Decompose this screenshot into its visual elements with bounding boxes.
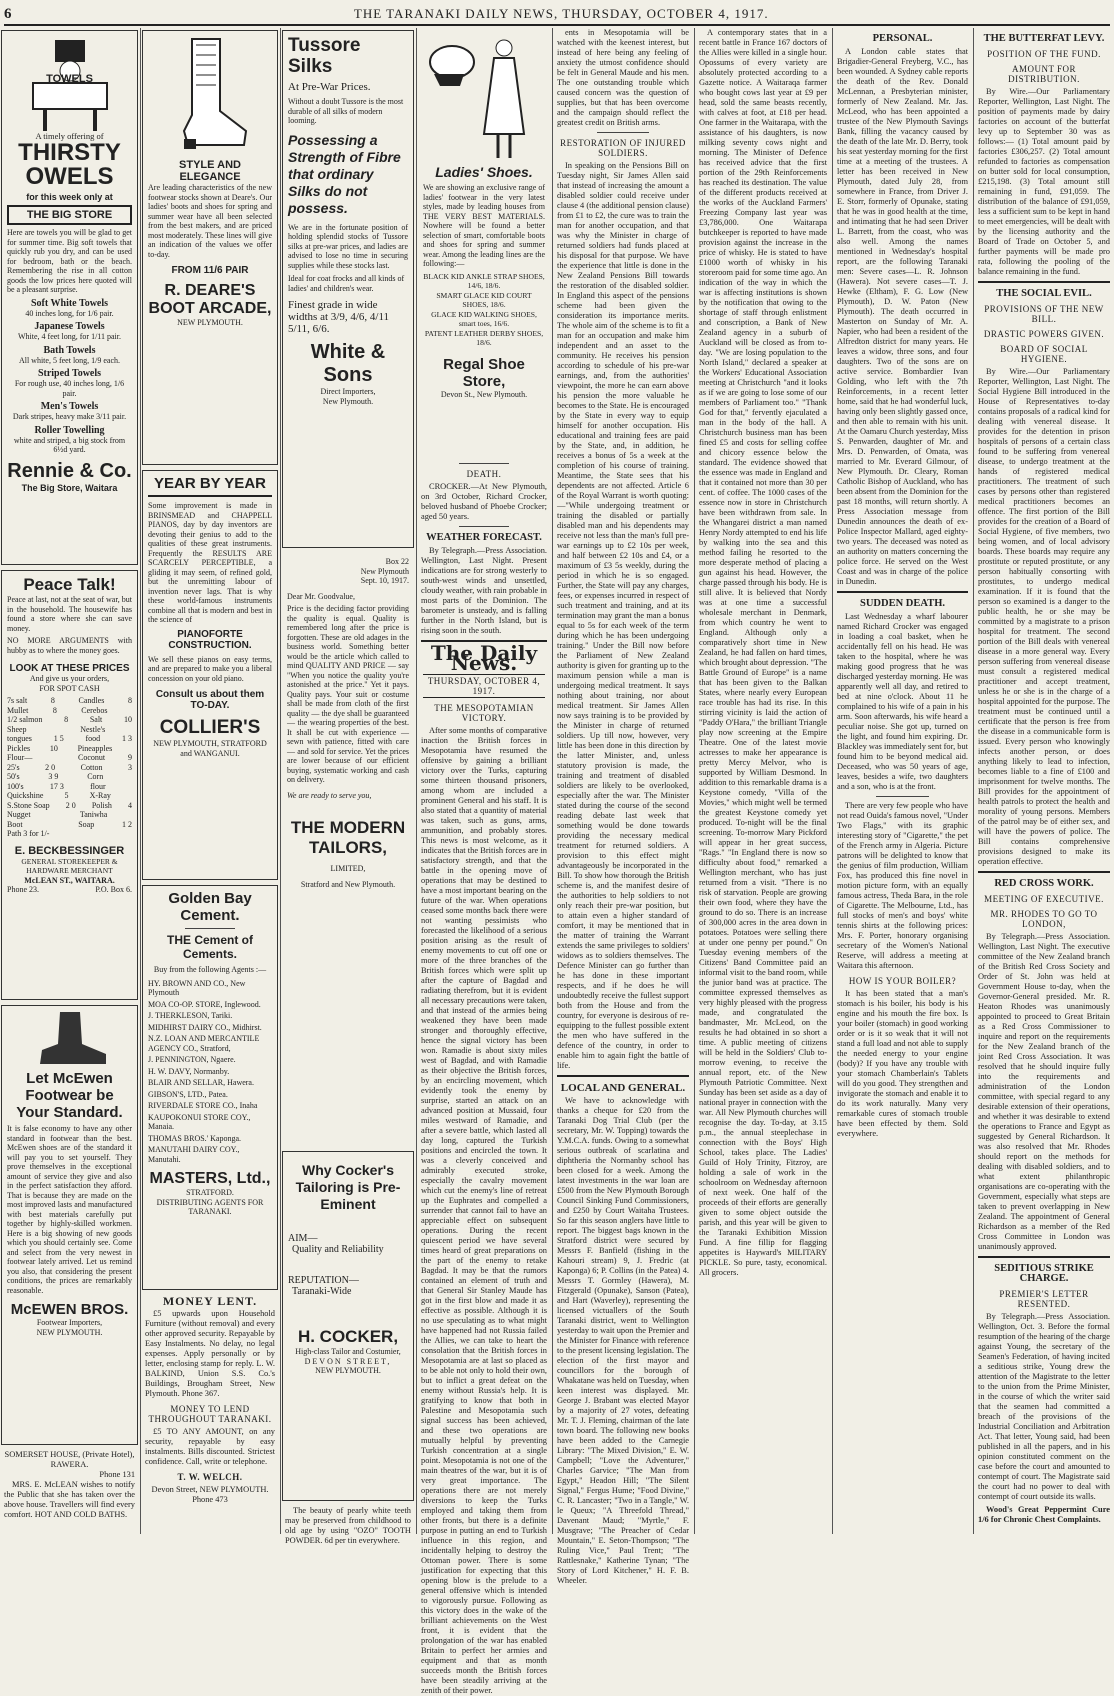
year-science: PIANOFORTE CONSTRUCTION.: [168, 628, 252, 651]
sudden-head: SUDDEN DEATH.: [860, 598, 945, 609]
ladies-boot-illustration: [170, 35, 250, 155]
towels-ad: [1, 30, 138, 565]
column-6: [695, 28, 831, 1534]
deare-town: NEW PLYMOUTH.: [177, 318, 243, 327]
masthead-title: THE TARANAKI DAILY NEWS, THURSDAY, OCTOBER 4, 1917.: [353, 6, 769, 21]
towels-title-2: OWELS: [25, 163, 114, 190]
death-head: DEATH.: [466, 469, 502, 479]
price-cell: Cotton: [80, 762, 103, 772]
somerset-phone: Phone 131: [99, 1470, 135, 1479]
letter-body: Price is the deciding factor providing the quality is equal. Quality is remembered long after the price is forgotten. These are old adages in the business world. Something better would be the article which called to mind QUALITY AND PRICE — say "When you notice the quality you're astonished at the price." Yet it pays. Quality pays. Your suit or costume shall be made from cloth of the first quality — the dye shall be guaranteed — the wearing properties of the best. It shall be cut with experience — sewn with patience, fitted with care — and sold for service. Yet the prices are lower because of our efficient buying, systematic working and cash on delivery.: [287, 604, 409, 784]
year-title: YEAR BY YEAR: [148, 475, 272, 497]
price-cell: 100's: [7, 781, 24, 791]
tussore-title: Tussore Silks: [288, 35, 361, 77]
masters-name: MASTERS, Ltd.,: [149, 1170, 271, 1187]
tussore-sub: At Pre-War Prices.: [288, 81, 371, 93]
modern-ltd: LIMITED,: [330, 864, 366, 873]
money2-body: £5 TO ANY AMOUNT, on any security, repayable by easy instalments. Bills discounted. Strictest confidence. Call, write or telephone.: [145, 1427, 275, 1466]
towel-item-head: Striped Towels: [37, 368, 102, 379]
price-cell: S.Stone Soap: [7, 800, 50, 810]
redcross-head: RED CROSS WORK.: [994, 878, 1094, 889]
price-row: [7, 772, 132, 782]
towel-item-head: Roller Towelling: [34, 424, 105, 436]
price-cell: Quickshine: [7, 791, 44, 800]
sudden-body: Last Wednesday a wharf labourer named Richard Crocker was engaged in loading a coal basket, when he accidentally fell on his head. He was taken to the hospital, where he was making good progress that he was discharged yesterday morning. He was apparently well all day, and retired to bed at nine o'clock. About 11 he complained to his wife of a pain in his arm. Soon afterwards, his wife heard a peculiar noise. She got up, turned on the light, and found him expiring. Dr. Blackley was immediately sent for, but found him to be beyond medical aid. Deceased, who was 50 years of age, leaves, besides a wife, two daughters and a son, who is at the front.: [837, 612, 968, 791]
cocker-town: NEW PLYMOUTH.: [315, 1366, 381, 1375]
paper-name: The Daily News.: [430, 641, 538, 675]
peace-talk-ad: [1, 570, 138, 1000]
weather-body: By Telegraph.—Press Association. Wellington, Last Night. Present indications are for strong westerly to south-west winds and unsettled, cloudy weather, with rain probable in most parts of the Dominion. The barometer is unsteady, and is falling further in the North Island, but is rising soon in the south.: [421, 546, 547, 635]
mcewen-ad: [1, 1005, 138, 1445]
column-4: [417, 28, 551, 1695]
white-sons-town: New Plymouth.: [322, 396, 374, 406]
beck-po: P.O. Box 6.: [95, 885, 132, 894]
white-sons-name: White & Sons: [310, 341, 386, 386]
price-cell: Polish: [91, 800, 112, 810]
price-cell: 50's: [7, 772, 20, 781]
peace-body: Peace at last, not at the seat of war, but in the household. The housewife has found a store where she can save money.: [7, 595, 132, 633]
price-cell: 8: [52, 705, 57, 715]
reputation-text: Taranaki-Wide: [292, 1286, 352, 1297]
agent-item: THOMAS BROS.' Kaponga.: [148, 1133, 241, 1143]
price-cell: 8: [64, 715, 69, 724]
towel-item-body: All white, 5 feet long, 1/9 each.: [18, 355, 121, 365]
towel-item-body: 40 inches long, for 1/6 pair.: [25, 308, 114, 318]
cocker-sub: High-class Tailor and Costumier,: [295, 1347, 401, 1356]
price-cell: Corn: [87, 772, 104, 781]
page-number: 6: [4, 5, 13, 22]
towel-items: [7, 298, 132, 455]
social-sub: PROVISIONS OF THE NEW BILL.: [984, 304, 1104, 324]
towel-item-head: Soft White Towels: [30, 297, 109, 309]
tussore-body: Without a doubt Tussore is the most durable of all silks of modern looming.: [288, 97, 404, 125]
price-row: [7, 706, 132, 716]
year-consult: Consult us about them TO-DAY.: [155, 689, 265, 711]
price-cell: Path 3 for 1/-: [7, 829, 50, 838]
price-cell: 1 3: [122, 734, 132, 743]
mcewen-sub: Footwear Importers,: [36, 1318, 103, 1327]
towels-sign: TOWELS: [46, 73, 93, 85]
agent-item: MANUTAHI DAIRY COY., Manutahi.: [148, 1145, 240, 1164]
personal-head: PERSONAL.: [872, 33, 933, 44]
look-title: LOOK AT THESE PRICES: [9, 663, 130, 674]
cocker-title: Why Cocker's Tailoring is Pre-Eminent: [295, 1162, 401, 1212]
towel-item-body: Dark stripes, heavy make 3/11 pair.: [12, 412, 127, 421]
price-cell: Salt: [89, 715, 103, 724]
agent-item: MIDHIRST DAIRY CO., Midhirst.: [148, 1022, 262, 1032]
colliers-name: COLLIER'S: [159, 717, 261, 738]
price-cell: Nugget: [7, 810, 31, 819]
ladies-body: We are showing an exclusive range of ladies' footwear in the very latest styles, made by leading houses from THE VERY BEST MATERIALS. Nowhere will be found a better selection of smart, comfortable boots and shoes for spring and summer wear. Among the leading lines are the following:—: [423, 183, 545, 268]
lead-body: After some months of comparative inaction the British forces in Mesopotamia have resumed the offensive by gaining a brilliant victory over the Turks, capturing some thirteen thousand prisoners, among whom are included a prominent General and his staff. It is also stated that a quantity of material was taken, such as guns, arms, ammunition, and probably stores. This news is most welcome, as it indicates that the British forces are in satisfactory strength, and that the battle in the opening move of operations that may be destined to have a most important bearing on the future of the war. When operations ceased some months back there were not wanting pessimists who forecasted the likelihood of a serious position arising as the result of enemy movements to cut off one or more of the three branches of the British forces which were split up after the capture of Bagdad and radiating therefrom, but it is evident all necessary precautions were taken, and that instead of the armies being weakened they have been made stronger and thoroughly effective, hence the signal victory has been won. Ramadie is about sixty miles west of Bagdad, and with Ramadie as their objective the British forces, by an encircling movement, which evidently took the enemy by surprise, started an attack on an advanced position at Mussaid, four miles westward of Ramadie, and after a severe battle, which lasted all day long, captured the Turkish positions and encircled the town. It was a cleverly conceived and admirably executed stroke, especially the cavalry movement which cut the enemy's line of retreat up the Euphrates and compelled a surrender that cannot fail to have an appreciable effect on subsequent operations. During the recent quiescent period we have several times heard of great preparations on the part of the enemy to retake Bagdad. It may be that the rumors contained an element of truth and that General Sir Stanley Maude has got in the first blow and made it as effective as possible. Although it is no use speculating as to what might have happened had not Russia failed the Allies, we can take to heart the consolation that the British forces in Mesopotamia are at last so placed as to be able not only to hold their own, but to inflict a great defeat on the enemy without Russia's help. It is gratifying to know that both in Palestine and Mesopotamia such signal success has been achieved, and these two operations are mutually helpful by preventing Turkish concentration at a single point. Mesopotamia is not one of the main theatres of the war, but it is of very great importance. The operations there are not merely diversions to keep the Turks employed and taking them from other fronts, but there is a definite purpose in putting an end to Turkish influence in this region, and incidentally helping to destroy the Ottoman power. There is some justification for expecting that this opening blow is the prelude to a general offensive which is intended to vigorously pursue. Following as this victory does in the wake of the brilliant achievements on the West front, it is evident that the prolongation of the war has enabled Britain to perfect her armies and equipment and that as month succeeds month the British forces have been steadily arriving at the zenith of their power.: [421, 726, 547, 1695]
white-sons-ad: [282, 30, 414, 548]
mcewen-town: NEW PLYMOUTH.: [36, 1327, 103, 1337]
price-cell: 9: [127, 753, 132, 762]
price-cell: Nestle's: [80, 724, 106, 734]
fortunate-text: We are in the fortunate position of holding splendid stocks of Tussore silks at pre-war prices, and ladies are advised to lose no time in securing supplies while these stocks last.: [288, 222, 408, 270]
towel-man-illustration: [25, 35, 115, 135]
col6-body: A contemporary states that in a recent battle in France 167 doctors of the Allies were killed in a single hour. Opossums of every variety are absolutely protected according to a Gazette notice. A Waitaraqa farmer who bought cows last year at £9 per head, sold the same beasts recently, with calves at foot, at £18 per head. One farmer in the Waitarapa, with the assistance of his daughters, is now milking seventy cows night and morning. The Minister of Defence has received advice that the first portion of the 29th Reinforcements has reached its destination. The value of the different products received at the works of the Auckland Farmers' Freezing Company last year was £3,786,000. One Waitarapa butchkeeper is reported to have made provision against the increase in the price of whisky. He is stated to have £1000 worth of whisky in his storeroom paid for some time ago. An indication of the way in which the war is affecting institutions is shown by the notification that owing to the shortage of staff through enlistment and conscription, a Bank of New Zealand agency in a suburb of Auckland will be closed as from to-day. "We are losing population to the North Island," declared a speaker at the Workers' Educational Association meeting at Christchurch "and it looks as if we are going to lose some of our members of Parliament too." "Thank God for that," fervently ejaculated a man in the body of the hall. A Christchurch business man has been fined £5 and costs for selling coffee and chicory essence below the standard. The evidence showed that the essence was made in England and that it contained not more than 30 per cent. of coffee. The 1000 cases of the essence now in store in Christchurch have been withdrawn from sale. In the Whangarei district a man named Henry Nordy attempted to end his life by walking into the sea and this method failing he resorted to the more desperate method of placing a gun against his head. However, the charge passed through his body. He is still alive. It is believed that Nordy was at one time a successful wholesale merchant in Denmark, from which country he went to England. Although only a comparatively short time in New Zealand, he had fallen on hard times, which brought about depression. "The Battle Ground of Europe" is a name that has been given to the Balkan States, where nearly every European race trouble has had its rise. In this stirring vicinity is laid the action of "Paddy O'Hara," the brilliant Triangle play now screening at the Empire Theatre. One of the latest movie actresses to make her appearance is pretty Mercy Melvor, who is supported by William Desmond. In addition to this remarkable drama is a Keystone comedy, "Villa of the Movies," which might well be termed the greatest Keystone comedy yet produced. To-night will be the final screening. To-morrow Mary Pickford will appear in her great success, "Rags." "In England there is now so difficulty about food," remarked a Wellington merchant, who has just returned from a visit. "There is no risk of starvation. People are growing their own food, where they have the ground to do so. There is an increase of 300,000 acres in the area down in potatoes. Potatoes were selling there at under one penny per pound." On Tuesday evening members of the Citizens' Band Committee paid an informal visit to the band room, while the junior band was at practice. The committee expressed themselves as very highly pleased with the progress made, and congratulated the bandmaster, Mr. McLeod, on the results he had obtained in so short a time. A public meeting of citizens will be held in the Soldiers' Club to-morrow evening, to receive the annual report, etc. of the New Plymouth Patriotic Committee. Next Sunday has been set aside as a day of national prayer in connection with the war. All New Plymouth churches will recognise the day. To-day, at 3.15 p.m., the annual steeplechase in connection with the Boys' High School, takes place. The Ladies' Guild of Holy Trinity, Fitzroy, are holding a sale of work in the schoolroom on Wednesday afternoon of next week. One half of the proceeds of their efforts are generally given to some object outside the parish, and this year will be given to the Taranaki Exhibition Mission Fund. A fine fillip for flagging appetites is Hayward's MILITARY PICKLE. So pure, tasty, economical. All grocers.: [699, 28, 827, 1277]
shoe-line: PATENT LEATHER DERBY SHOES, 18/6.: [424, 328, 544, 347]
col7-text: [837, 34, 968, 1139]
letter-box: Box 22: [385, 557, 409, 566]
towel-item-head: Men's Towels: [40, 401, 99, 412]
agent-item: N.Z. LOAN AND MERCANTILE AGENCY CO., Stratford,: [148, 1034, 260, 1053]
towel-item-body: white and striped, a big stock from 6½d yard.: [13, 435, 126, 454]
redcross-sub2: MR. RHODES TO GO TO LONDON,: [990, 909, 1098, 929]
style-price: FROM 11/6 PAIR: [171, 265, 249, 276]
modern-name: THE MODERN TAILORS,: [290, 818, 406, 857]
aim-label: AIM—: [288, 1233, 318, 1244]
towels-title-1: THIRSTY: [18, 139, 121, 166]
column-3: [281, 28, 415, 1545]
modern-town: Stratford and New Plymouth.: [300, 879, 396, 889]
somerset-notice: [4, 1450, 135, 1520]
col6-text: [699, 28, 827, 1278]
levy-body: By Wire.—Our Parliamentary Reporter, Wellington, Last Night. The position of payments made by dairy factories on account of the butterfat levy up to September 30 was as follows:— (1) Total amount paid by factories £306,257. (2) Total amount refunded to factories as compensation on butter sold for local consumption, £215,198. (3) Total amount still remaining in fund, £91,059. The distribution of the balance of £91,059, less a sufficient sum to be kept in hand to meet emergencies, will be dealt with by the licensing authority and the Board of Trade on October 5, and further payments will be made pro rata, following the pooling of the balance remaining in the fund.: [978, 87, 1110, 276]
white-sons-sub: Direct Importers,: [320, 387, 376, 396]
levy-head: THE BUTTERFAT LEVY.: [983, 33, 1105, 44]
social-body: By Wire.—Our Parliamentary Reporter, Wellington, Last Night. The Social Hygiene Bill introduced in the House of Representatives to-day contains proposals of a radical kind for dealing with venereal disease. It provides for the detention in prison hospitals of persons of a certain class found to be suffering from venereal disease, to undergo treatment at the hands of registered medical practitioners. The treatment of such cases by persons other than registered medical practitioners becomes an offence. The first portion of the Bill provides for the creation of a Board of Social Hygiene, of five members, two being women, and of local advisory boards. These boards may require any prostitute or reputed prostitute, or any person habitually consorting with prostitutes, to undergo medical examination. If it is found that the person so examined is a danger to the public health, he or she may be committed by a magistrate to a prison hospital for treatment. The second portion of the Bill deals with venereal disease in a more general way. Every person suffering from venereal disease must consult a registered medical practitioner and accept treatment, unless he or she is in the charge of a hospital appointed for the purpose. The treatment must be continued until a certificate that the person is free from the disease in a communicable form is issued. Every person who knowingly infects another person, or does anything likely to lead to infection, becomes liable to a fine of £100 and imprisonment for twelve months. The Bill provides for the appointment of health patrols to protect the health and morality of young persons. Members of the patrol may be of either sex, and will have the powers of police. The Bill contains comprehensive provisions designed to make its operation effective.: [978, 367, 1110, 866]
column-5: [553, 28, 693, 1585]
price-cell: 1/2 salmon: [7, 715, 43, 724]
price-row: [7, 744, 132, 754]
price-cell: 8: [127, 696, 132, 705]
agent-item: KAUPOKONUI STORE COY., Manaia.: [148, 1112, 251, 1131]
price-cell: 8: [50, 696, 55, 705]
towel-item-body: White, 4 feet long, for 1/11 pair.: [17, 332, 121, 341]
weather-head: WEATHER FORECAST.: [426, 532, 542, 543]
ladies-title: Ladies' Shoes.: [435, 164, 533, 180]
style-body: Are leading characteristics of the new footwear stocks shown at Deare's. Our ladies' boots and shoes for spring and summer wear have all been selected from the best makers, and are priced most moderately. These lines will give an indication of the values we offer to-day.: [148, 183, 272, 259]
price-row: [7, 810, 132, 820]
somerset-title: SOMERSET HOUSE, (Private Hotel), RAWERA.: [4, 1450, 135, 1469]
local-head: LOCAL AND GENERAL.: [560, 1082, 686, 1094]
price-cell: Candles: [78, 696, 105, 705]
shoe-lines: [423, 272, 545, 348]
social-head: THE SOCIAL EVIL.: [996, 288, 1092, 299]
rennie-logo: Rennie & Co.: [7, 459, 132, 482]
towel-item-head: Bath Towels: [43, 344, 96, 356]
colliers-ad: [142, 470, 278, 880]
shoe-line: SMART GLACE KID COURT SHOES, 18/6.: [436, 290, 532, 309]
local-body: We have to acknowledge with thanks a cheque for £20 from the Taranaki Dog Trial Club (per the secretary, Mr. W. Topping) towards the Y.M.C.A. funds. Owing to a somewhat serious outbreak of scarlatina and diphtheria the Normanby school has been closed for a week. Among the latest investments in the war loan are £500 from the New Plymouth Borough Council Sinking Fund Commissioners, and £250 by Court Waitaha Trustees. So far this season anglers have little to report. The biggest bags known in the Stratford district were secured by Messrs F. Banfield (fishing in the Kahouri stream) 9, J. Fredric (at Kaponga) 6; P. Collins (in the Patea) 4. Messrs T. Gormley (Hawera), M. Fitzgerald (Opunake), Sanson (Patea), and Hart (Waverley), representing the licensed victuallers of the South Taranaki district, went to Wellington yesterday to wait upon the Premier and the Minister for Finance with reference to the present licensing legislation. The election of the first mayor and councillors for the borough of Whakatane was held on Tuesday, when keen interest was displayed. Mr. George J. Brabant was elected Mayor by a majority of 27 votes, defeating Mr. T. J. Fleming, chairman of the late town board. The following new books have been added to the Carnegie Library: "The Mixed Division," E. W. Campbell; "Love the Adventurer," Charles Garvice; "The Man from Egypt," Headon Hill; "The Silent Signal," Fergus Hume; "Food Divine," C. R. Lancaster; "Two in a Tangle," W. le Queux; "A Threefold Thread," Davenant Maud; "Myrtle," F. Musgrave; "The Preacher of Cedar Mountain," E. Seton-Thompson; "The Ruling Vice," Paul Trent; "The Rattlesnake," Katherine Tynan; "The Story of Lord Kitchener," H. F. B. Wheeler.: [557, 1096, 689, 1585]
cement-title: THE Cement of Cements.: [166, 933, 253, 961]
col5-text: [557, 28, 689, 1586]
price-cell: 17 3: [49, 781, 64, 791]
price-cell: 4: [127, 800, 132, 810]
levy-sub: POSITION OF THE FUND.: [987, 49, 1101, 59]
price-cell: 5: [64, 791, 69, 800]
strike-body: By Telegraph.—Press Association. Wellington, Oct. 3. Before the formal resumption of the hearing of the charge against Young, the secretary of the Seamen's Federation, of having incited a seditious strike, Young drew the attention of the Magistrate to the letter to the union from the Prime Minister, in the course of which the writer said that the seamen had committed a breach of the provisions of the Industrial Conciliation and Arbitration Act. That letter, Young said, had been published in all the papers, and in his opinion constituted comment on the case before the court and amounted to contempt of court. The Magistrate said the court had no power to deal with contempt of court outside its walls.: [978, 1312, 1110, 1501]
price-cell: Coconut: [78, 753, 106, 762]
price-cell: flour: [90, 781, 106, 791]
restoration-head: RESTORATION OF INJURED SOLDIERS.: [560, 138, 686, 158]
price-row: [7, 782, 132, 792]
price-cell: 3: [127, 762, 132, 772]
letter-place: New Plymouth: [360, 566, 409, 576]
lead-head: THE MESOPOTAMIAN VICTORY.: [434, 703, 534, 723]
strike-sub: PREMIER'S LETTER RESENTED.: [999, 1289, 1089, 1309]
mclean-notice: MRS. E. McLEAN wishes to notify the Public that she has taken over the above house. Travellers will find every comfort. HOT AND COLD BATHS.: [4, 1480, 135, 1519]
social-sub3: BOARD OF SOCIAL HYGIENE.: [1000, 344, 1088, 364]
price-cell: Pickles: [7, 743, 31, 753]
letter-sign: We are ready to serve you,: [287, 790, 372, 800]
golden-bay: Golden Bay Cement.: [168, 890, 252, 924]
finest-text: Finest grade in wide widths at 3/9, 4/6, 4/11 5/11, 6/6.: [288, 299, 390, 335]
boot-illustration: [30, 1010, 110, 1070]
column-1: [0, 28, 139, 1534]
agent-item: BLAIR AND SELLAR, Hawera.: [148, 1078, 254, 1087]
agents-list: [148, 979, 272, 1165]
letter-date: Sept. 10, 1917.: [360, 576, 409, 585]
towel-item-head: Japanese Towels: [34, 321, 105, 332]
teeth-text: The beauty of pearly white teeth may be preserved from childhood to old age by using "OZO" TOOTH POWDER. 6d per tin everywhere.: [285, 1506, 411, 1545]
towels-week: for this week only at: [26, 192, 113, 202]
price-cell: 7s salt: [7, 696, 28, 705]
rennie-sub: The Big Store, Waitara: [21, 482, 118, 493]
col4-text: [421, 463, 547, 1696]
possess-text: Possessing a Strength of Fibre that ordinary Silks do not possess.: [288, 131, 401, 216]
social-sub2: DRASTIC POWERS GIVEN.: [983, 329, 1105, 339]
price-cell: Sheep: [7, 724, 27, 734]
personal-body: A London cable states that Brigadier-General Freyberg, V.C., has been wounded. A Sydney cable reports the death of the Rev. Donald McLennan, a Presbyterian minister, formerly of New Zealand. Mr. Jas. McLeod, who has been appointed a trustee of the New Plymouth Savings Bank, filling the vacancy caused by the death of the late Mr. D. Berry, took his seat yesterday morning for the first time at a meeting of the trustees. A letter has been received in New Plymouth, dated July 28, from somewhere in France, from Driver J. E. Storr, formerly of Opunake, stating that he was in good health at the time, and intimating that he had seen Driver L. Barrett, from the coast, who was also well. Among the names mentioned in Wednesday's hospital report, are the following Taranaki men: Severe cases—L. R. Johnson (Hawera). Not severe cases—T. J. Hewke (Eltham), F. G. Low (New Plymouth), D. W. Paton (New Plymouth). The death occurred in Masterton on Sunday of Mr. A. Napier, who had been a resident of the Alfredton district for many years. He leaves a widow, three sons, and four daughters. Two of the sons are on active service. Bombardier Ivan Golding, who left with the 7th Reinforcements, in a recent letter home, said that he had wonderful luck, having only been slightly gassed once, and then able to remain with his unit. At the Oamaru Church yesterday, Miss S. Penwarden, daughter of Mr. and Mrs. D. Penwarden, of Omata, was married to Mr. Everard Gilmour, of New Plymouth. Dr. Cleary, Roman Catholic Bishop of Auckland, who has been absent from the Dominion for the past 18 months, will return shortly. A Press Association message from Dunedin announces the death of ex-Police Inspector Mallard, aged eighty-two years. The deceased was noted as an authority on matters concerning the police force. He served on the West Coast and was in charge of the police in Dunedin.: [837, 47, 968, 586]
money2-title: MONEY TO LEND THROUGHOUT TARANAKI.: [148, 1404, 272, 1424]
price-cell: Soap: [78, 819, 95, 829]
price-cell: Cerebos: [81, 705, 108, 715]
price-row: [7, 715, 132, 725]
beck-sub: GENERAL STOREKEEPER & HARDWARE MERCHANT: [21, 856, 118, 875]
boiler-body: It has been stated that a man's stomach is his boiler, his body is his engine and his mouth the fire box. Is your boiler (stomach) in good working order or is it so weak that it will not stand a full load and not able to supply the needed energy to your engine (body)? If you have any trouble with your stomach Chamberlain's Tablets will do you good. They strengthen and invigorate the stomach and enable it to do its work naturally. Many very remarkable cures of stomach trouble have been effected by them. Sold everywhere.: [837, 989, 968, 1138]
agent-item: HY. BROWN AND CO., New Plymouth: [148, 978, 246, 997]
masters-town: STRATFORD.: [186, 1188, 234, 1197]
levy-sub2: AMOUNT FOR DISTRIBUTION.: [1008, 64, 1080, 84]
price-cell: Pineapples: [77, 743, 113, 753]
boiler-head: HOW IS YOUR BOILER?: [848, 976, 957, 986]
mcewen-name: McEWEN BROS.: [10, 1301, 129, 1318]
regal-address: Devon St., New Plymouth.: [440, 389, 528, 399]
price-row: [7, 696, 132, 706]
price-list: [7, 696, 132, 839]
death-body: CROCKER.—At New Plymouth, on 3rd October, Richard Crocker, beloved husband of Phoebe Crocker; aged 50 years.: [421, 482, 547, 521]
column-2: [141, 28, 279, 1534]
regal-ad: [418, 30, 550, 458]
cement-ad: [142, 885, 278, 1290]
towels-intro: A timely offering of: [35, 131, 104, 141]
price-cell: Flour—: [7, 753, 33, 762]
col8-text: [978, 34, 1110, 1525]
welch-name: T. W. WELCH.: [177, 1472, 243, 1482]
money-title: MONEY LENT.: [162, 1294, 258, 1308]
price-row: [7, 763, 132, 773]
agent-item: J. THERKLESON, Tariki.: [148, 1011, 233, 1020]
paper-date: THURSDAY, OCTOBER 4, 1917.: [423, 674, 545, 698]
peace-more: NO MORE ARGUMENTS with hubby as to where the money goes.: [7, 636, 132, 655]
redcross-body: By Telegraph.—Press Association. Wellington, Last Night. The executive committee of the New Zealand branch of the British Red Cross Society and Order of St. John was held at Government House to-day, when the Governor-General presided. Mr. R. Heaton Rhodes was unanimously appointed to proceed to Great Britain as a Red Cross Commissioner to inquire and report on the requirements for the New Zealand branch of the joint Red Cross Association. It was resolved that he should inquire fully into the requirements and administration of the London committee, with special regard to any desirable extension of their operations, and whether it was desirable to extend the operations to France and Egypt as suggested by General Richardson. It was also resolved that Mr. Rhodes should report on the methods for dealing with disabled soldiers, and to what extent philanthropic organisations are co-operating with the Government, especially what steps are taken to prevent overlapping in New Zealand. The appointment of General Richardson as a member of the Red Cross Committee in London was unanimously approved.: [978, 932, 1110, 1251]
beck-name: E. BECKBESSINGER: [14, 844, 125, 857]
column-8: [974, 28, 1114, 1534]
price-cell: 1 2: [122, 819, 132, 829]
price-cell: 3 9: [48, 772, 59, 781]
strike-head: SEDITIOUS STRIKE CHARGE.: [994, 1263, 1094, 1284]
price-cell: 10: [124, 715, 132, 724]
price-row: [7, 734, 132, 744]
colliers-towns: NEW PLYMOUTH, STRATFORD and WANGANUI.: [153, 739, 267, 758]
year-body: Some improvement is made in BRINSMEAD and CHAPPELL PIANOS, day by day inventors are devoting their genius to add to the qualities of these great instruments. Frequently the RESULTS ARE SCARCELY PERCEPTIBLE, a gliding it may seem, of refined gold, but the unremitting labour of invention never lags. That is why these world-famous instruments combine all that is modern and best in the science of: [148, 501, 272, 624]
price-row: [7, 753, 132, 763]
price-cell: Boot: [7, 819, 23, 829]
price-cell: Taniwha: [79, 810, 108, 819]
cocker-ad: [282, 1151, 414, 1501]
price-cell: X-Ray: [89, 791, 111, 800]
welch-phone: Phone 473: [192, 1495, 228, 1504]
price-row: [7, 791, 132, 801]
agent-item: RIVERDALE STORE CO., Inaha: [148, 1101, 258, 1110]
welch-address: Devon Street, NEW PLYMOUTH.: [151, 1485, 269, 1494]
masthead: [4, 4, 1110, 26]
agent-item: MOA CO-OP. STORE, Inglewood.: [148, 999, 261, 1009]
price-cell: Mullet: [7, 705, 29, 715]
deare-ad: [142, 30, 278, 465]
price-row: [7, 801, 132, 811]
money-ads: [145, 1296, 275, 1505]
price-row: [7, 820, 132, 830]
masters-sub: DISTRIBUTING AGENTS FOR TARANAKI.: [156, 1197, 264, 1216]
restoration-body: In speaking on the Pensions Bill on Tuesday night, Sir James Allen said that instead of increasing the amount a disabled soldier could receive under clause 4 (the additional pension clause) from £1 to £2, the cure was to train the man for another occupation, and that was why the Minister in charge of returned soldiers had funds placed at his disposal for that purpose. We have the experience that little is done in the New Zealand Pensions Bill towards the restoration of the disabled soldier. In England this aspect of the pensions scheme had been given the consideration its importance merits. The whole aim of the scheme is to fit a man for an occupation and make him independent and an asset to the community. He receives his pension according to schedule of his pre-war earnings, and, from the authorities' viewpoint, the more he can earn above his pension the more valuable he becomes to the State. He is encouraged by the State in every way to equip himself for another occupation. His educational and training fees are paid by the State, and, in addition, he receives a bonus of 5s a week at the completion of his course of training. Meantime, the State sees that his dependents are not affected. Article 6 of the Royal Warrant is worth quoting:—"While undergoing treatment or training the disabled or partially disabled man and his dependents may receive not less than the man's full pre-war earnings up to £2 10s per week, and half between £2 10s and £4, or a maximum of £3 5s weekly, during the period in which he is so engaged. Further, the State will pay any charges, fees, or expenses incurred in respect of such treatment and training, and at its termination may grant the man a bonus equal to 5s for each week of the term during which he has been undergoing training." Under the Bill now before the Parliament of New Zealand authority is given for granting up to the maximum pension while a man is undergoing medical treatment. It says nothing about training, nor about medical treatment. Sir James Allen now says training is to be provided by the Minister in charge of returned soldiers. Up till now, however, very little has been done in this direction by the latter Minister, and, unless statutory provision is made, the training and treatment of disabled soldiers are likely to be overlooked, especially after the war. The Minister stated during the course of the second reading debate last week that something would be done towards providing the necessary medical treatment for returned soldiers. A provision to this effect might advantageously be incorporated in the Bill. To show how thorough the British scheme is, and the manifest desire of the authorities to help soldiers to not only reach their pre-war position, but to attain even a higher standard of comfort, it may be mentioned that in the matter of training the Warrant extends the same privileges to soldiers' widows as to soldiers themselves. The Defence Minister can go further than he has done in these important respects, and if he does he will undoubtedly receive the fullest support both from the House and from the country, for everyone is desirous of re-equipping to the fullest possible extent the men who have suffered in the defence of the country, in order to enable him to again fight the battle of life.: [557, 161, 689, 1070]
towel-item-body: For rough use, 40 inches long, 1/6 pair.: [14, 379, 125, 398]
look-sub: And give us your orders,: [29, 674, 110, 683]
ideal-text: Ideal for coat frocks and all kinds of ladies' and children's wear.: [288, 274, 405, 293]
shoe-line: GLACE KID WALKING SHOES, smart toes, 16/6.: [431, 309, 537, 328]
cocker-name: H. COCKER,: [297, 1327, 399, 1346]
style-title: STYLE AND ELEGANCE: [179, 159, 241, 183]
agent-item: GIBSON'S, LTD., Patea.: [148, 1089, 228, 1099]
agent-item: H. W. DAVY, Normanby.: [148, 1066, 230, 1076]
reputation-label: REPUTATION—: [288, 1275, 359, 1286]
big-store-banner: THE BIG STORE: [7, 205, 132, 225]
col7-body2: There are very few people who have not read Ouida's famous novel, "Under Two Flags," with its graphic interesting story of "Cigarette," the pet of the French army in Algeria. Picture patrons will be delighted to know that the genius of film production, William Fox, has produced this fine novel in motion picture form, with an equally famous actress, Theda Bara, in the role of Cigarette. The Melbourne, Ltd., has full stocks of men's and boys' white tennis shirts at the following prices: Mrs. F. Porter, honorary organising secretary of the Women's National Reserve, will address a meeting at Waitara this afternoon.: [837, 801, 968, 970]
wood-notice: Wood's Great Peppermint Cure 1/6 for Chronic Chest Complaints.: [978, 1505, 1110, 1524]
letter-dear: Dear Mr. Goodvalue,: [287, 591, 355, 601]
price-cell: 2 0: [65, 800, 76, 810]
year-terms: We sell these pianos on easy terms, and are prepared to make you a liberal concession on your old piano.: [148, 654, 272, 683]
money-body: £5 upwards upon Household Furniture (without removal) and every other approved security. Repayable by Easy Instalments. No delay, no legal expenses. Apply personally or by letter, enclosing stamp for reply. L. W. BALKIND, Union S.S. Co.'s Buildings, Brougham Street, New Plymouth. Phone 367.: [145, 1309, 275, 1398]
mcewen-title: Let McEwen Footwear be Your Standard.: [16, 1070, 123, 1121]
price-cell: 1 5: [53, 734, 64, 743]
beck-phone: Phone 23.: [7, 885, 39, 894]
price-cell: food: [85, 734, 101, 743]
agents-head: Buy from the following Agents :—: [153, 965, 267, 974]
price-cell: 2 0: [45, 762, 56, 772]
towels-body: Here are towels you will be glad to get for summer time. Big soft towels that quickly rub you dry, and can be used for bedroom, bath or the beach. Remembering the rise in all cotton goods the low prices here quoted will be a pleasant surprise.: [7, 228, 132, 294]
shoe-line: BLACK KID ANKLE STRAP SHOES, 14/6, 18/6.: [423, 271, 545, 290]
column-7: [833, 28, 972, 1534]
price-cell: tongues: [7, 734, 32, 743]
modern-tailors-ad: [282, 553, 414, 1146]
price-cell: 25's: [7, 762, 20, 772]
teeth-notice: [285, 1506, 411, 1546]
look-cash: FOR SPOT CASH: [39, 683, 100, 693]
peace-title: Peace Talk!: [23, 575, 116, 594]
deare-name: R. DEARE'S BOOT ARCADE,: [148, 282, 272, 317]
price-cell: 10: [49, 743, 58, 753]
ladies-figure-illustration: [424, 34, 544, 164]
beck-address: McLEAN ST., WAITARA.: [24, 875, 115, 885]
mcewen-body: It is false economy to have any other standard in footwear than the best. McEwen shoes are of the standard it will pay you to set yourself. They prove themselves in the exceptional amount of service they give and also in the perfect satisfaction they afford. That is because they are made on the most improved lasts and manufactured with best materials carefully put together by highly-skilled workmen. Here is a big showing of new goods which you should certainly see. Come and select from the very newest in footwear lately arrived. Let us remind you also, that considering the present conditions, the prices are remarkably reasonable.: [7, 1124, 132, 1295]
regal-name: Regal Shoe Store,: [443, 355, 525, 390]
price-row: [7, 829, 132, 839]
price-row: [7, 725, 132, 735]
agent-item: J. PENNINGTON, Ngaere.: [148, 1055, 236, 1064]
cocker-address: DEVON STREET,: [304, 1356, 392, 1366]
continued-body: ents in Mesopotamia will be watched with the keenest interest, but instead of here being any feeling of anxiety the utmost confidence should be felt in General Maude and his men. The one outstanding trouble which caused concern was the question of supplies, but that has been overcome and the campaign should reflect the greatest credit on British arms.: [557, 28, 689, 127]
aim-text: Quality and Reliability: [292, 1244, 384, 1255]
redcross-sub: MEETING OF EXECUTIVE.: [984, 894, 1104, 904]
